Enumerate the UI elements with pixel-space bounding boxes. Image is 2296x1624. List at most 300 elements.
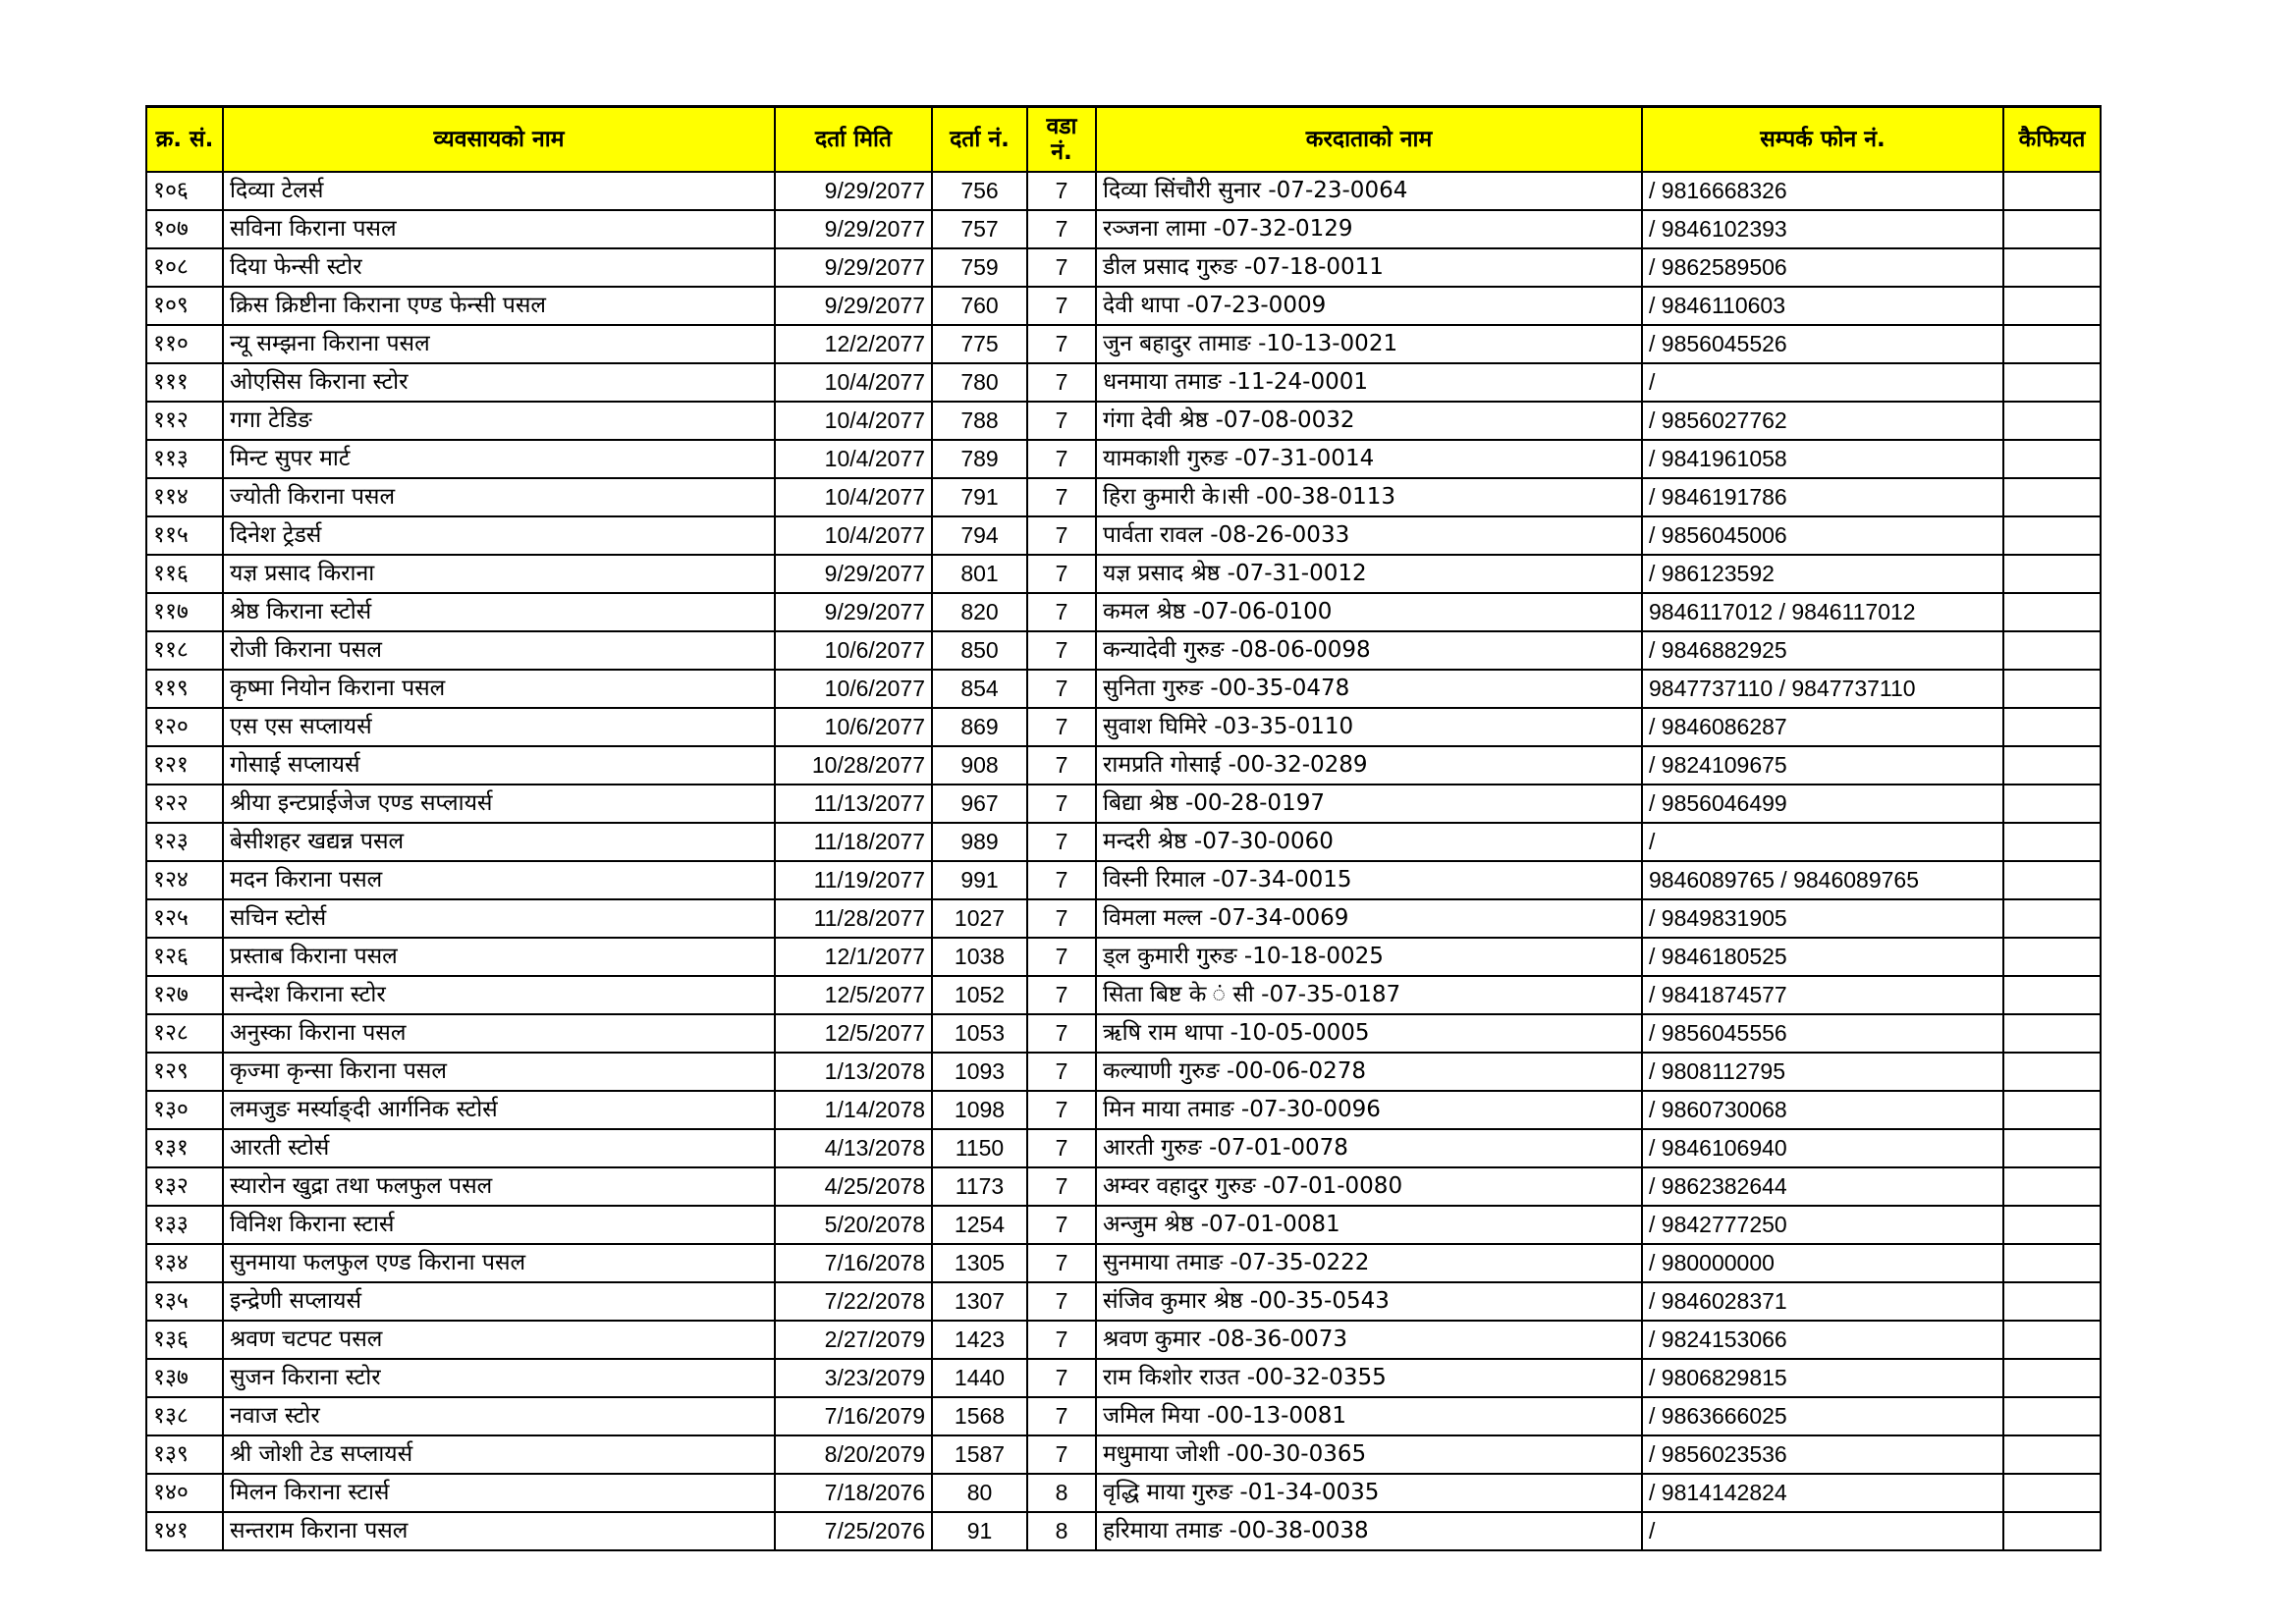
row-taxpayer-name: पार्वता रावल -08-26-0033 xyxy=(1096,516,1642,555)
row-registration-number: 989 xyxy=(932,823,1027,861)
row-serial-number: १३८ xyxy=(146,1397,223,1435)
row-business-name: मदन किराना पसल xyxy=(223,861,775,899)
row-business-name: एस एस सप्लायर्स xyxy=(223,708,775,746)
row-contact-phone: / 9856045526 xyxy=(1642,325,2003,363)
row-ward-number: 7 xyxy=(1027,1129,1096,1167)
row-business-name: गोसाई सप्लायर्स xyxy=(223,746,775,785)
table-row xyxy=(146,861,2101,899)
row-ward-number: 7 xyxy=(1027,248,1096,287)
row-registration-number: 1305 xyxy=(932,1244,1027,1282)
row-serial-number: १२४ xyxy=(146,861,223,899)
row-contact-phone: / 9860730068 xyxy=(1642,1091,2003,1129)
row-remarks xyxy=(2003,1244,2101,1282)
row-registration-number: 760 xyxy=(932,287,1027,325)
header-ward-number: वडा नं. xyxy=(1027,107,1096,173)
row-business-name: यज्ञ प्रसाद किराना xyxy=(223,555,775,593)
row-serial-number: १४० xyxy=(146,1474,223,1512)
row-contact-phone: / 9863666025 xyxy=(1642,1397,2003,1435)
row-ward-number: 7 xyxy=(1027,287,1096,325)
table-row xyxy=(146,670,2101,708)
row-taxpayer-name: देवी थापा -07-23-0009 xyxy=(1096,287,1642,325)
row-registration-date: 9/29/2077 xyxy=(775,248,932,287)
row-serial-number: १२५ xyxy=(146,899,223,938)
row-registration-number: 1440 xyxy=(932,1359,1027,1397)
header-sn: क्र. सं. xyxy=(146,107,223,173)
row-registration-number: 850 xyxy=(932,631,1027,670)
row-serial-number: १३५ xyxy=(146,1282,223,1321)
row-registration-date: 7/16/2078 xyxy=(775,1244,932,1282)
row-registration-date: 10/4/2077 xyxy=(775,440,932,478)
row-taxpayer-name: सुनिता गुरुङ -00-35-0478 xyxy=(1096,670,1642,708)
row-serial-number: १०७ xyxy=(146,210,223,248)
row-contact-phone: / 9814142824 xyxy=(1642,1474,2003,1512)
row-registration-number: 757 xyxy=(932,210,1027,248)
row-contact-phone: / 986123592 xyxy=(1642,555,2003,593)
row-serial-number: १२३ xyxy=(146,823,223,861)
row-contact-phone: / 9806829815 xyxy=(1642,1359,2003,1397)
row-registration-number: 775 xyxy=(932,325,1027,363)
row-registration-date: 9/29/2077 xyxy=(775,555,932,593)
row-taxpayer-name: यज्ञ प्रसाद श्रेष्ठ -07-31-0012 xyxy=(1096,555,1642,593)
table-row xyxy=(146,1053,2101,1091)
row-registration-date: 11/28/2077 xyxy=(775,899,932,938)
row-business-name: सन्तराम किराना पसल xyxy=(223,1512,775,1550)
row-registration-date: 12/2/2077 xyxy=(775,325,932,363)
row-serial-number: १३६ xyxy=(146,1321,223,1359)
table-row xyxy=(146,708,2101,746)
table-row xyxy=(146,402,2101,440)
row-registration-number: 91 xyxy=(932,1512,1027,1550)
row-registration-number: 1587 xyxy=(932,1435,1027,1474)
row-contact-phone: / 9841961058 xyxy=(1642,440,2003,478)
row-registration-number: 1307 xyxy=(932,1282,1027,1321)
row-taxpayer-name: अन्जुम श्रेष्ठ -07-01-0081 xyxy=(1096,1206,1642,1244)
row-business-name: क्रिस क्रिष्टीना किराना एण्ड फेन्सी पसल xyxy=(223,287,775,325)
row-remarks xyxy=(2003,1091,2101,1129)
table-row xyxy=(146,1397,2101,1435)
table-row xyxy=(146,1244,2101,1282)
row-contact-phone: / 9824153066 xyxy=(1642,1321,2003,1359)
row-remarks xyxy=(2003,1512,2101,1550)
row-serial-number: १३२ xyxy=(146,1167,223,1206)
row-remarks xyxy=(2003,1129,2101,1167)
row-business-name: सुनमाया फलफुल एण्ड किराना पसल xyxy=(223,1244,775,1282)
row-taxpayer-name: अम्वर वहादुर गुरुङ -07-01-0080 xyxy=(1096,1167,1642,1206)
taxpayer-register-table xyxy=(145,105,2102,1551)
row-taxpayer-name: ड्ल कुमारी गुरुङ -10-18-0025 xyxy=(1096,938,1642,976)
row-taxpayer-name: सिता बिष्ट के ं सी -07-35-0187 xyxy=(1096,976,1642,1014)
row-contact-phone: / 9824109675 xyxy=(1642,746,2003,785)
row-remarks xyxy=(2003,861,2101,899)
row-registration-date: 7/22/2078 xyxy=(775,1282,932,1321)
row-remarks xyxy=(2003,708,2101,746)
row-serial-number: १११ xyxy=(146,363,223,402)
row-registration-number: 991 xyxy=(932,861,1027,899)
row-registration-number: 1423 xyxy=(932,1321,1027,1359)
row-taxpayer-name: सुवाश घिमिरे -03-35-0110 xyxy=(1096,708,1642,746)
row-contact-phone: / 9842777250 xyxy=(1642,1206,2003,1244)
row-business-name: सन्देश किराना स्टोर xyxy=(223,976,775,1014)
row-remarks xyxy=(2003,976,2101,1014)
row-ward-number: 7 xyxy=(1027,1244,1096,1282)
row-registration-date: 9/29/2077 xyxy=(775,593,932,631)
row-remarks xyxy=(2003,1167,2101,1206)
row-taxpayer-name: मधुमाया जोशी -00-30-0365 xyxy=(1096,1435,1642,1474)
row-serial-number: ११८ xyxy=(146,631,223,670)
row-business-name: मिन्ट सुपर मार्ट xyxy=(223,440,775,478)
table-row xyxy=(146,746,2101,785)
table-body xyxy=(146,172,2101,1550)
table-row xyxy=(146,1129,2101,1167)
row-contact-phone: / 9846086287 xyxy=(1642,708,2003,746)
row-registration-date: 11/19/2077 xyxy=(775,861,932,899)
row-business-name: बेसीशहर खद्यन्न पसल xyxy=(223,823,775,861)
row-taxpayer-name: जमिल मिया -00-13-0081 xyxy=(1096,1397,1642,1435)
row-contact-phone: / xyxy=(1642,823,2003,861)
header-remarks: कैफियत xyxy=(2003,107,2101,173)
row-remarks xyxy=(2003,1282,2101,1321)
row-ward-number: 7 xyxy=(1027,172,1096,210)
table-row xyxy=(146,631,2101,670)
table-row xyxy=(146,248,2101,287)
row-taxpayer-name: राम किशोर राउत -00-32-0355 xyxy=(1096,1359,1642,1397)
row-remarks xyxy=(2003,1014,2101,1053)
row-remarks xyxy=(2003,746,2101,785)
row-registration-number: 967 xyxy=(932,785,1027,823)
row-ward-number: 7 xyxy=(1027,631,1096,670)
row-business-name: श्रवण चटपट पसल xyxy=(223,1321,775,1359)
row-serial-number: १३० xyxy=(146,1091,223,1129)
row-contact-phone: / 9846191786 xyxy=(1642,478,2003,516)
row-registration-date: 7/25/2076 xyxy=(775,1512,932,1550)
row-business-name: श्रीया इन्टप्राईजेज एण्ड सप्लायर्स xyxy=(223,785,775,823)
table-row xyxy=(146,593,2101,631)
row-business-name: ज्योती किराना पसल xyxy=(223,478,775,516)
row-registration-number: 794 xyxy=(932,516,1027,555)
row-business-name: लमजुङ मर्स्याङ्दी आर्गनिक स्टोर्स xyxy=(223,1091,775,1129)
row-contact-phone: / 9856046499 xyxy=(1642,785,2003,823)
row-registration-number: 1052 xyxy=(932,976,1027,1014)
row-taxpayer-name: डील प्रसाद गुरुङ -07-18-0011 xyxy=(1096,248,1642,287)
row-registration-number: 788 xyxy=(932,402,1027,440)
row-remarks xyxy=(2003,593,2101,631)
row-registration-date: 12/5/2077 xyxy=(775,976,932,1014)
table-row xyxy=(146,1282,2101,1321)
table-row xyxy=(146,1474,2101,1512)
row-remarks xyxy=(2003,287,2101,325)
row-remarks xyxy=(2003,516,2101,555)
row-taxpayer-name: कमल श्रेष्ठ -07-06-0100 xyxy=(1096,593,1642,631)
row-remarks xyxy=(2003,555,2101,593)
row-business-name: नवाज स्टोर xyxy=(223,1397,775,1435)
table-row xyxy=(146,823,2101,861)
row-registration-date: 10/4/2077 xyxy=(775,478,932,516)
row-business-name: सविना किराना पसल xyxy=(223,210,775,248)
row-contact-phone: / 9846106940 xyxy=(1642,1129,2003,1167)
row-ward-number: 7 xyxy=(1027,785,1096,823)
row-registration-number: 1150 xyxy=(932,1129,1027,1167)
row-ward-number: 7 xyxy=(1027,325,1096,363)
row-serial-number: १२८ xyxy=(146,1014,223,1053)
row-contact-phone: 9846117012 / 9846117012 xyxy=(1642,593,2003,631)
table-row xyxy=(146,1512,2101,1550)
row-taxpayer-name: दिव्या सिंचौरी सुनार -07-23-0064 xyxy=(1096,172,1642,210)
row-serial-number: ११६ xyxy=(146,555,223,593)
row-remarks xyxy=(2003,1397,2101,1435)
row-taxpayer-name: हरिमाया तमाङ -00-38-0038 xyxy=(1096,1512,1642,1550)
row-business-name: ओएसिस किराना स्टोर xyxy=(223,363,775,402)
row-registration-date: 12/5/2077 xyxy=(775,1014,932,1053)
row-contact-phone: / xyxy=(1642,1512,2003,1550)
row-registration-number: 1093 xyxy=(932,1053,1027,1091)
row-business-name: दिव्या टेलर्स xyxy=(223,172,775,210)
table-row xyxy=(146,287,2101,325)
row-registration-number: 1173 xyxy=(932,1167,1027,1206)
table-row xyxy=(146,1435,2101,1474)
row-registration-number: 801 xyxy=(932,555,1027,593)
row-contact-phone: / 9846110603 xyxy=(1642,287,2003,325)
row-remarks xyxy=(2003,1321,2101,1359)
row-remarks xyxy=(2003,402,2101,440)
row-remarks xyxy=(2003,938,2101,976)
row-registration-date: 7/18/2076 xyxy=(775,1474,932,1512)
row-business-name: कृष्मा नियोन किराना पसल xyxy=(223,670,775,708)
row-serial-number: १०९ xyxy=(146,287,223,325)
table-row xyxy=(146,555,2101,593)
row-ward-number: 8 xyxy=(1027,1512,1096,1550)
table-row xyxy=(146,899,2101,938)
row-registration-number: 1254 xyxy=(932,1206,1027,1244)
row-registration-date: 10/6/2077 xyxy=(775,631,932,670)
row-business-name: दिया फेन्सी स्टोर xyxy=(223,248,775,287)
row-business-name: श्री जोशी टेड सप्लायर्स xyxy=(223,1435,775,1474)
row-ward-number: 7 xyxy=(1027,1321,1096,1359)
row-registration-date: 10/4/2077 xyxy=(775,363,932,402)
row-registration-date: 10/6/2077 xyxy=(775,708,932,746)
row-registration-number: 1027 xyxy=(932,899,1027,938)
row-ward-number: 7 xyxy=(1027,1053,1096,1091)
row-taxpayer-name: कल्याणी गुरुङ -00-06-0278 xyxy=(1096,1053,1642,1091)
row-ward-number: 7 xyxy=(1027,1282,1096,1321)
header-registration-number: दर्ता नं. xyxy=(932,107,1027,173)
row-taxpayer-name: कन्यादेवी गुरुङ -08-06-0098 xyxy=(1096,631,1642,670)
row-registration-number: 756 xyxy=(932,172,1027,210)
row-registration-date: 1/14/2078 xyxy=(775,1091,932,1129)
row-business-name: विनिश किराना स्टार्स xyxy=(223,1206,775,1244)
row-registration-date: 1/13/2078 xyxy=(775,1053,932,1091)
row-registration-date: 10/4/2077 xyxy=(775,402,932,440)
row-serial-number: १२९ xyxy=(146,1053,223,1091)
row-contact-phone: / 9816668326 xyxy=(1642,172,2003,210)
row-registration-date: 3/23/2079 xyxy=(775,1359,932,1397)
row-registration-number: 820 xyxy=(932,593,1027,631)
row-taxpayer-name: रामप्रति गोसाई -00-32-0289 xyxy=(1096,746,1642,785)
row-serial-number: १४१ xyxy=(146,1512,223,1550)
row-business-name: कृज्मा कृन्सा किराना पसल xyxy=(223,1053,775,1091)
row-ward-number: 7 xyxy=(1027,516,1096,555)
row-remarks xyxy=(2003,1474,2101,1512)
row-registration-date: 8/20/2079 xyxy=(775,1435,932,1474)
row-registration-date: 10/6/2077 xyxy=(775,670,932,708)
row-registration-date: 12/1/2077 xyxy=(775,938,932,976)
row-registration-number: 789 xyxy=(932,440,1027,478)
row-ward-number: 7 xyxy=(1027,899,1096,938)
row-business-name: अनुस्का किराना पसल xyxy=(223,1014,775,1053)
row-contact-phone: / 9808112795 xyxy=(1642,1053,2003,1091)
row-ward-number: 7 xyxy=(1027,402,1096,440)
row-serial-number: १३३ xyxy=(146,1206,223,1244)
row-contact-phone: / 9846028371 xyxy=(1642,1282,2003,1321)
row-ward-number: 7 xyxy=(1027,440,1096,478)
row-registration-date: 9/29/2077 xyxy=(775,172,932,210)
row-serial-number: ११२ xyxy=(146,402,223,440)
row-serial-number: १०८ xyxy=(146,248,223,287)
header-row xyxy=(146,107,2101,173)
row-ward-number: 7 xyxy=(1027,210,1096,248)
row-business-name: दिनेश ट्रेडर्स xyxy=(223,516,775,555)
row-business-name: स्यारोन खुद्रा तथा फलफुल पसल xyxy=(223,1167,775,1206)
header-business-name: व्यवसायको नाम xyxy=(223,107,775,173)
row-registration-date: 2/27/2079 xyxy=(775,1321,932,1359)
row-registration-date: 11/13/2077 xyxy=(775,785,932,823)
row-taxpayer-name: मन्दरी श्रेष्ठ -07-30-0060 xyxy=(1096,823,1642,861)
row-ward-number: 7 xyxy=(1027,861,1096,899)
row-contact-phone: / 9846882925 xyxy=(1642,631,2003,670)
row-ward-number: 7 xyxy=(1027,976,1096,1014)
row-registration-date: 10/4/2077 xyxy=(775,516,932,555)
row-contact-phone: 9846089765 / 9846089765 xyxy=(1642,861,2003,899)
row-serial-number: १०६ xyxy=(146,172,223,210)
row-registration-number: 854 xyxy=(932,670,1027,708)
row-registration-number: 908 xyxy=(932,746,1027,785)
row-contact-phone: / 9841874577 xyxy=(1642,976,2003,1014)
row-registration-number: 1568 xyxy=(932,1397,1027,1435)
row-business-name: इन्द्रेणी सप्लायर्स xyxy=(223,1282,775,1321)
row-contact-phone: / 9856045556 xyxy=(1642,1014,2003,1053)
row-remarks xyxy=(2003,325,2101,363)
row-taxpayer-name: संजिव कुमार श्रेष्ठ -00-35-0543 xyxy=(1096,1282,1642,1321)
row-registration-date: 11/18/2077 xyxy=(775,823,932,861)
row-ward-number: 7 xyxy=(1027,823,1096,861)
row-registration-date: 10/28/2077 xyxy=(775,746,932,785)
row-contact-phone: / 9856045006 xyxy=(1642,516,2003,555)
table-row xyxy=(146,363,2101,402)
table-row xyxy=(146,440,2101,478)
row-remarks xyxy=(2003,248,2101,287)
row-remarks xyxy=(2003,210,2101,248)
row-registration-date: 5/20/2078 xyxy=(775,1206,932,1244)
row-serial-number: १२६ xyxy=(146,938,223,976)
row-serial-number: १२२ xyxy=(146,785,223,823)
table-row xyxy=(146,1091,2101,1129)
row-remarks xyxy=(2003,785,2101,823)
row-ward-number: 7 xyxy=(1027,593,1096,631)
row-serial-number: १३४ xyxy=(146,1244,223,1282)
row-taxpayer-name: विमला मल्ल -07-34-0069 xyxy=(1096,899,1642,938)
row-business-name: आरती स्टोर्स xyxy=(223,1129,775,1167)
row-contact-phone: / 980000000 xyxy=(1642,1244,2003,1282)
row-registration-number: 791 xyxy=(932,478,1027,516)
row-ward-number: 7 xyxy=(1027,1435,1096,1474)
table-row xyxy=(146,478,2101,516)
header-contact-phone: सम्पर्क फोन नं. xyxy=(1642,107,2003,173)
row-ward-number: 8 xyxy=(1027,1474,1096,1512)
table-row xyxy=(146,1014,2101,1053)
row-remarks xyxy=(2003,1435,2101,1474)
row-taxpayer-name: मिन माया तमाङ -07-30-0096 xyxy=(1096,1091,1642,1129)
row-registration-number: 869 xyxy=(932,708,1027,746)
row-contact-phone: / 9856027762 xyxy=(1642,402,2003,440)
row-taxpayer-name: गंगा देवी श्रेष्ठ -07-08-0032 xyxy=(1096,402,1642,440)
row-remarks xyxy=(2003,899,2101,938)
row-business-name: न्यू सम्झना किराना पसल xyxy=(223,325,775,363)
table-row xyxy=(146,938,2101,976)
row-serial-number: १२० xyxy=(146,708,223,746)
row-contact-phone: 9847737110 / 9847737110 xyxy=(1642,670,2003,708)
row-serial-number: ११५ xyxy=(146,516,223,555)
table-row xyxy=(146,1359,2101,1397)
row-serial-number: ११४ xyxy=(146,478,223,516)
row-taxpayer-name: हिरा कुमारी के।सी -00-38-0113 xyxy=(1096,478,1642,516)
row-remarks xyxy=(2003,631,2101,670)
row-ward-number: 7 xyxy=(1027,746,1096,785)
row-remarks xyxy=(2003,172,2101,210)
row-serial-number: १३९ xyxy=(146,1435,223,1474)
row-remarks xyxy=(2003,670,2101,708)
row-ward-number: 7 xyxy=(1027,1359,1096,1397)
header-taxpayer-name: करदाताको नाम xyxy=(1096,107,1642,173)
row-contact-phone: / 9846180525 xyxy=(1642,938,2003,976)
row-serial-number: १२७ xyxy=(146,976,223,1014)
row-business-name: मिलन किराना स्टार्स xyxy=(223,1474,775,1512)
row-business-name: सुजन किराना स्टोर xyxy=(223,1359,775,1397)
row-ward-number: 7 xyxy=(1027,670,1096,708)
row-contact-phone: / 9862382644 xyxy=(1642,1167,2003,1206)
row-remarks xyxy=(2003,823,2101,861)
row-contact-phone: / xyxy=(1642,363,2003,402)
row-remarks xyxy=(2003,440,2101,478)
row-registration-number: 1053 xyxy=(932,1014,1027,1053)
table-row xyxy=(146,1321,2101,1359)
row-registration-number: 1098 xyxy=(932,1091,1027,1129)
row-taxpayer-name: श्रवण कुमार -08-36-0073 xyxy=(1096,1321,1642,1359)
row-taxpayer-name: विस्नी रिमाल -07-34-0015 xyxy=(1096,861,1642,899)
row-business-name: श्रेष्ठ किराना स्टोर्स xyxy=(223,593,775,631)
row-taxpayer-name: आरती गुरुङ -07-01-0078 xyxy=(1096,1129,1642,1167)
row-ward-number: 7 xyxy=(1027,1167,1096,1206)
table-row xyxy=(146,785,2101,823)
row-serial-number: १२१ xyxy=(146,746,223,785)
row-registration-date: 7/16/2079 xyxy=(775,1397,932,1435)
row-business-name: सचिन स्टोर्स xyxy=(223,899,775,938)
row-contact-phone: / 9849831905 xyxy=(1642,899,2003,938)
row-ward-number: 7 xyxy=(1027,938,1096,976)
row-remarks xyxy=(2003,478,2101,516)
row-remarks xyxy=(2003,1359,2101,1397)
row-registration-number: 1038 xyxy=(932,938,1027,976)
row-ward-number: 7 xyxy=(1027,1091,1096,1129)
table-row xyxy=(146,172,2101,210)
row-registration-date: 9/29/2077 xyxy=(775,210,932,248)
row-serial-number: ११९ xyxy=(146,670,223,708)
row-registration-date: 9/29/2077 xyxy=(775,287,932,325)
row-remarks xyxy=(2003,1053,2101,1091)
row-ward-number: 7 xyxy=(1027,1397,1096,1435)
row-registration-date: 4/25/2078 xyxy=(775,1167,932,1206)
row-taxpayer-name: जुन बहादुर तामाङ -10-13-0021 xyxy=(1096,325,1642,363)
row-serial-number: १३१ xyxy=(146,1129,223,1167)
row-taxpayer-name: सुनमाया तमाङ -07-35-0222 xyxy=(1096,1244,1642,1282)
